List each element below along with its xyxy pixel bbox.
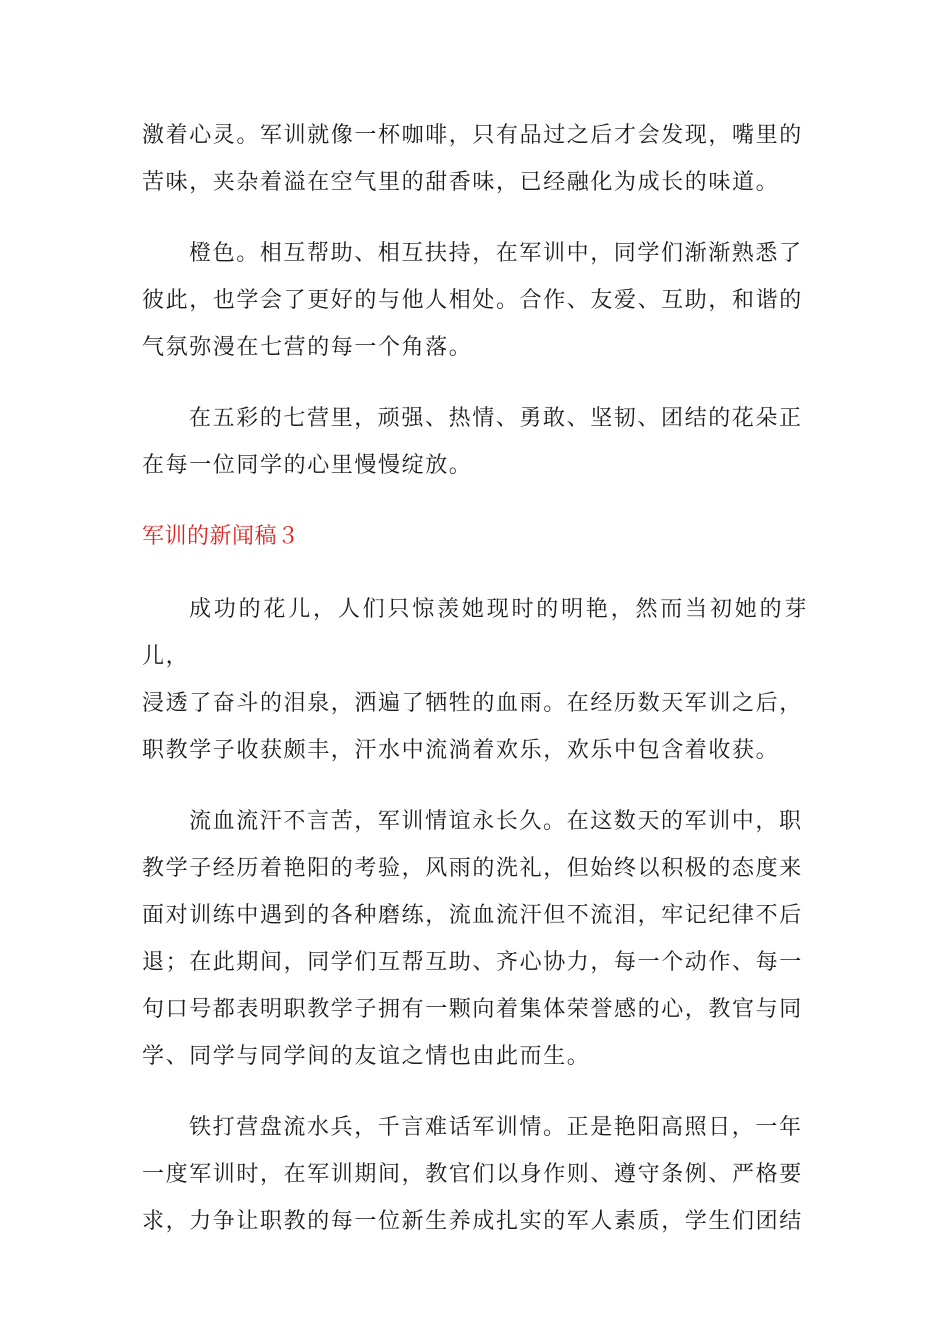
paragraph-coffee: 激着心灵。军训就像一杯咖啡，只有品过之后才会发现，嘴里的 苦味，夹杂着溢在空气里的甜香味，已经融化为成长的味道。 [142,123,803,195]
paragraph-camp: 铁打营盘流水兵，千言难话军训情。正是艳阳高照日，一年 一度军训时，在军训期间，教官们以身作则、遵守条例、严格要 求，力争让职教的每一位新生养成扎实的军人素质，学生们团结 [142,1115,803,1234]
paragraph-success: 成功的花儿，人们只惊羡她现时的明艳，然而当初她的芽儿， 浸透了奋斗的泪泉，洒遍了牺牲的血雨。在经历数天军训之后， 职教学子收获颇丰，汗水中流淌着欢乐，欢乐中包含着收获。 [142,597,808,763]
paragraph-orange: 橙色。相互帮助、相互扶持，在军训中，同学们渐渐熟悉了 彼此，也学会了更好的与他人相处。合作、友爱、互助，和谐的 气氛弥漫在七营的每一个角落。 [142,241,803,360]
section-heading: 军训的新闻稿３ [142,524,300,549]
paragraph-friendship: 流血流汗不言苦，军训情谊永长久。在这数天的军训中，职 教学子经历着艳阳的考验，风雨的洗礼，但始终以积极的态度来 面对训练中遇到的各种磨练，流血流汗但不流泪，牢记纪律不后 退；在此期间，同学们互帮互助、齐心协力，每一个动作、每一 句口号都表明职教学子拥有一颗向着集体荣誉感的心，教官与同 学、同学与同学间的友谊之情也由此而生。 [142,809,803,1069]
document-content [142,112,808,1269]
paragraph-flowers: 在五彩的七营里，顽强、热情、勇敢、坚韧、团结的花朵正 在每一位同学的心里慢慢绽放。 [142,406,803,478]
